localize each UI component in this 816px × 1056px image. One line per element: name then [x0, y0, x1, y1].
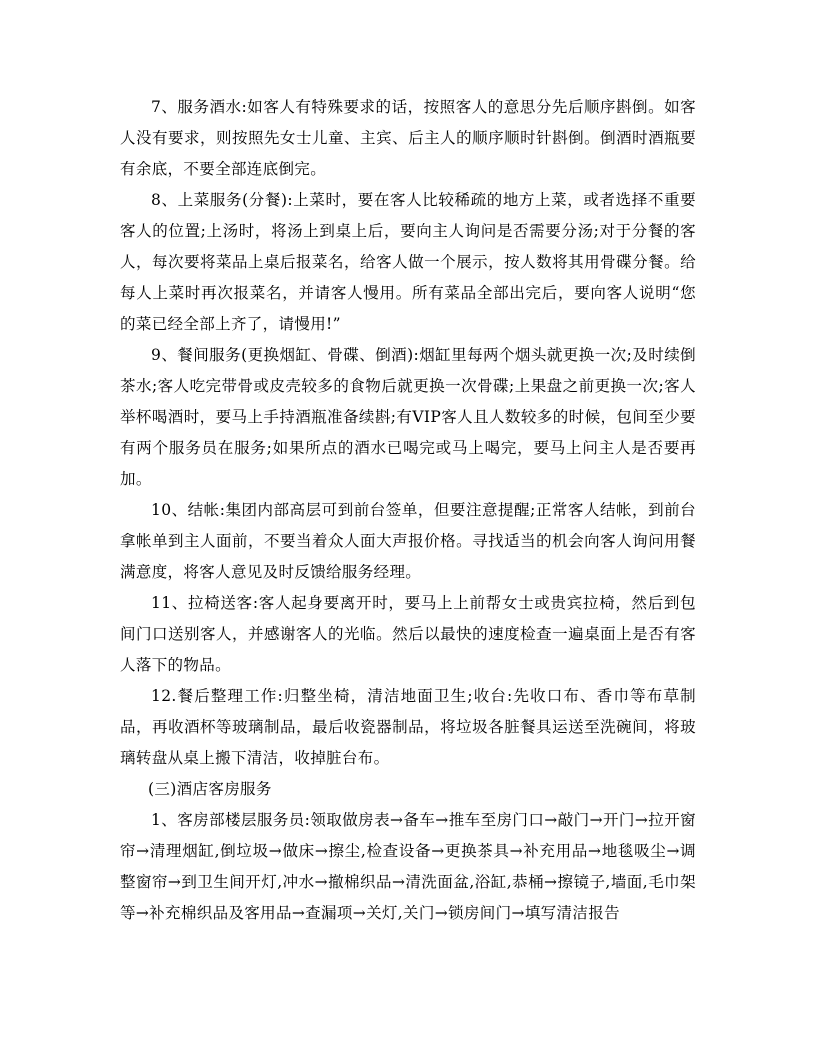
section-heading-room-service: (三)酒店客房服务 — [148, 780, 272, 798]
paragraph-checkout: 10、结帐:集团内部高层可到前台签单，但要注意提醒;正常客人结帐，到前台拿帐单到主人面前，不要当着众人面大声报价格。寻找适当的机会向客人询问用餐满意度，将客人意见及时反馈给服务经理。 — [120, 501, 696, 581]
paragraph-after-meal-cleanup: 12.餐后整理工作:归整坐椅，清洁地面卫生;收台:先收口布、香巾等布草制品，再收酒杯等玻璃制品，最后收瓷器制品，将垃圾各脏餐具运送至洗碗间，将玻璃转盘从桌上搬下清洁，收掉脏台布。 — [120, 687, 696, 767]
paragraph-meal-service: 9、餐间服务(更换烟缸、骨碟、倒酒):烟缸里每两个烟头就更换一次;及时续倒茶水;客人吃完带骨或皮壳较多的食物后就更换一次骨碟;上果盘之前更换一次;客人举杯喝酒时，要马上手持酒瓶准备续斟;有VIP客人且人数较多的时候，包间至少要有两个服务员在服务;如果所点的酒水已喝完或马上喝完，要马上问主人是否要再加。 — [120, 346, 696, 488]
document-page — [120, 92, 696, 929]
paragraph-floor-attendant: 1、客房部楼层服务员:领取做房表→备车→推车至房门口→敲门→开门→拉开窗帘→清理烟缸,倒垃圾→做床→擦尘,检查设备→更换茶具→补充用品→地毯吸尘→调整窗帘→到卫生间开灯,冲水→撤棉织品→清洗面盆,浴缸,恭桶→擦镜子,墙面,毛巾架等→补充棉织品及客用品→查漏项→关灯,关门→锁房间门→填写清洁报告 — [120, 811, 696, 922]
paragraph-serve-dishes: 8、上菜服务(分餐):上菜时，要在客人比较稀疏的地方上菜，或者选择不重要客人的位置;上汤时，将汤上到桌上后，要向主人询问是否需要分汤;对于分餐的客人，每次要将菜品上桌后报菜名，给客人做一个展示，按人数将其用骨碟分餐。给每人上菜时再次报菜名，并请客人慢用。所有菜品全部出完后，要向客人说明“您的菜已经全部上齐了，请慢用!” — [120, 191, 696, 333]
paragraph-see-off-guests: 11、拉椅送客:客人起身要离开时，要马上上前帮女士或贵宾拉椅，然后到包间门口送别客人，并感谢客人的光临。然后以最快的速度检查一遍桌面上是否有客人落下的物品。 — [120, 594, 696, 674]
paragraph-serve-drinks: 7、服务酒水:如客人有特殊要求的话，按照客人的意思分先后顺序斟倒。如客人没有要求，则按照先女士儿童、主宾、后主人的顺序顺时针斟倒。倒酒时酒瓶要有余底，不要全部连底倒完。 — [120, 98, 696, 178]
